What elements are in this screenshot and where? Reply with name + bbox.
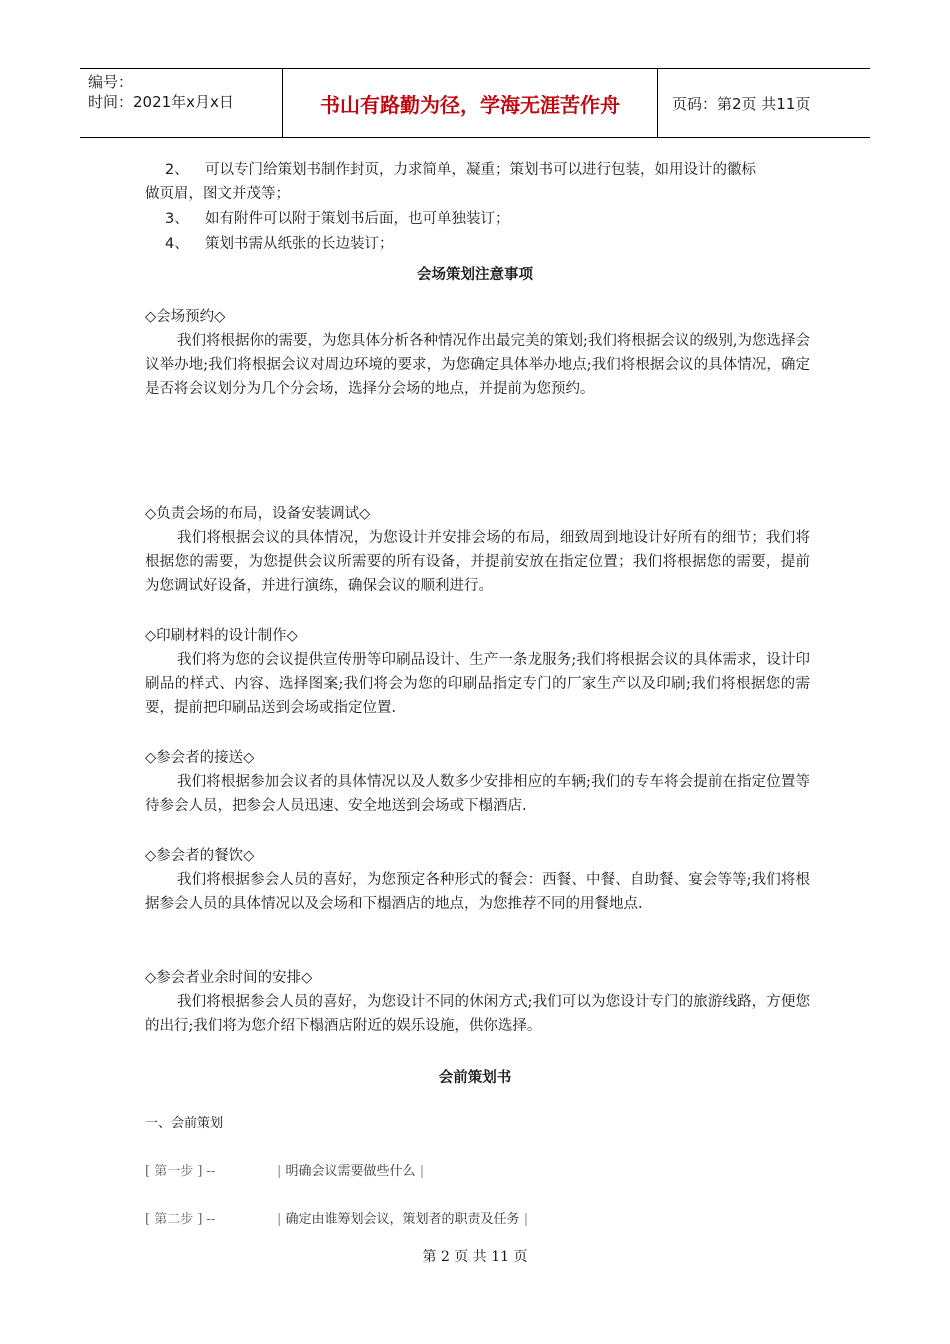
section-title: ◇会场预约◇ [145, 309, 226, 325]
section-body: 我们将根据你的需要，为您具体分析各种情况作出最完美的策划;我们将根据会议的级别,为您选择会议举办地;我们将根据会议对周边环境的要求，为您确定具体举办地点;我们将根据会议的具体情况，确定是否将会议划分为几个分会场，选择分会场的地点，并提前为您预约。 [145, 333, 810, 397]
step-separator: | [523, 1212, 529, 1227]
section-printing [145, 625, 810, 720]
section-body: 我们将根据会议的具体情况，为您设计并安排会场的布局，细致周到地设计好所有的细节；我们将根据您的需要，为您提供会议所需要的所有设备，并提前安放在指定位置；我们将根据您的需要，提前为您调试好设备，并进行演练，确保会议的顺利进行。 [145, 530, 810, 594]
section-body: 我们将根据参加会议者的具体情况以及人数多少安排相应的车辆;我们的专车将会提前在指定位置等待参会人员，把参会人员迅速、安全地送到会场或下榻酒店. [145, 774, 810, 814]
plan-title: 会前策划书 [438, 1070, 512, 1086]
plan-subheading: 一、会前策划 [145, 1116, 224, 1131]
section-title: ◇负责会场的布局，设备安装调试◇ [145, 506, 371, 522]
list-item-number: 4、 [165, 236, 189, 252]
step-text: 明确会议需要做些什么 [285, 1164, 416, 1179]
header-page-info [666, 69, 870, 137]
step-text: 确定由谁筹划会议，策划者的职责及任务 [285, 1212, 520, 1227]
list-item [165, 233, 394, 256]
list-item [165, 208, 510, 231]
section-catering [145, 845, 810, 916]
step-separator: | [419, 1164, 425, 1179]
list-item-number: 2、 [165, 162, 189, 178]
list-item-text: 可以专门给策划书制作封页，力求简单，凝重；策划书可以进行包装，如用设计的徽标 [205, 162, 756, 178]
list-item [165, 159, 756, 182]
section-transport [145, 747, 810, 818]
section-venue-layout [145, 503, 810, 598]
step-label: [ 第一步 ] -- [145, 1164, 216, 1179]
plan-step [145, 1208, 528, 1227]
section-title: ◇参会者的接送◇ [145, 750, 255, 766]
section-title: ◇参会者的餐饮◇ [145, 848, 255, 864]
plan-step [145, 1160, 424, 1179]
header-time: 时间：2021年x月x日 [88, 93, 234, 111]
step-separator: | [277, 1212, 282, 1227]
section-body: 我们将根据参会人员的喜好，为您预定各种形式的餐会：西餐、中餐、自助餐、宴会等等;我们将根据参会人员的具体情况以及会场和下榻酒店的地点，为您推荐不同的用餐地点. [145, 872, 810, 912]
section-body: 我们将根据参会人员的喜好，为您设计不同的休闲方式;我们可以为您设计专门的旅游线路，方便您的出行;我们将为您介绍下榻酒店附近的娱乐设施，供你选择。 [145, 994, 810, 1034]
header-motto: 书山有路勤为径，学海无涯苦作舟 [283, 69, 658, 137]
section-leisure [145, 967, 810, 1038]
section-title: ◇参会者业余时间的安排◇ [145, 970, 313, 986]
section-venue-booking [145, 306, 810, 401]
list-item-continuation: 做页眉，图文并茂等； [145, 186, 290, 202]
page-header [80, 68, 870, 138]
list-item-text: 如有附件可以附于策划书后面，也可单独装订； [205, 211, 510, 227]
list-item-text: 策划书需从纸张的长边装订； [205, 236, 394, 252]
section-body: 我们将为您的会议提供宣传册等印刷品设计、生产一条龙服务;我们将根据会议的具体需求，设计印刷品的样式、内容、选择图案;我们将会为您的印刷品指定专门的厂家生产以及印刷;我们将根据您的需要，提前把印刷品送到会场或指定位置. [145, 652, 810, 716]
step-label: [ 第二步 ] -- [145, 1212, 216, 1227]
header-meta [80, 69, 283, 137]
header-page-text: 页码：第2页 共11页 [672, 94, 811, 113]
step-separator: | [277, 1164, 282, 1179]
list-item-number: 3、 [165, 211, 189, 227]
header-number: 编号： [88, 73, 134, 91]
section-title: ◇印刷材料的设计制作◇ [145, 628, 298, 644]
page-footer: 第 2 页 共 11 页 [422, 1249, 528, 1265]
venue-section-title: 会场策划注意事项 [417, 267, 533, 283]
